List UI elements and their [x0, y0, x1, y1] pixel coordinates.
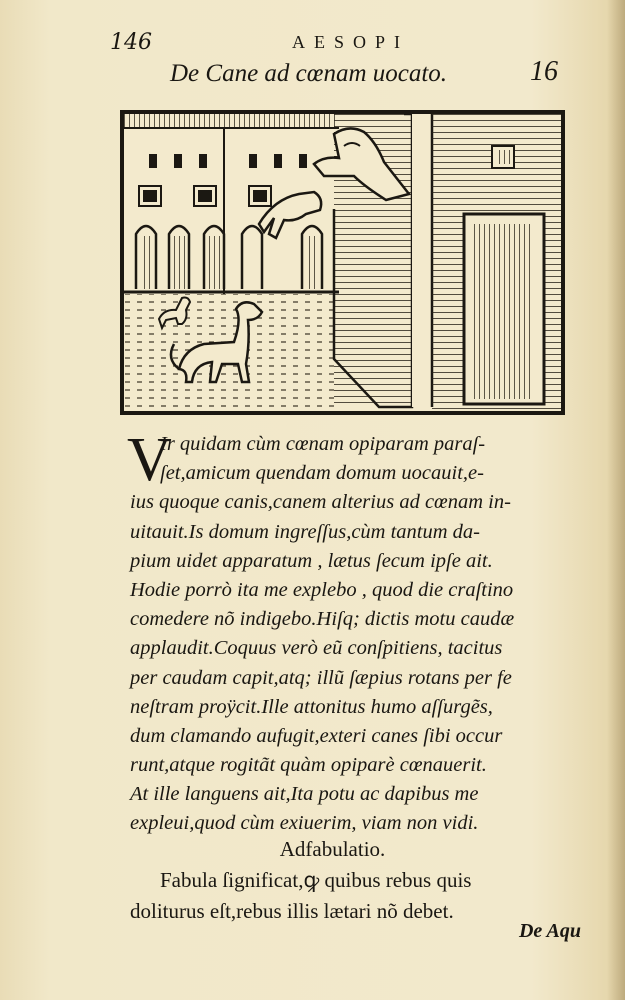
fable-title-line — [170, 56, 570, 94]
text-line: Hodie porrò ita me explebo , quod die craſtino — [130, 578, 514, 601]
catchword: De Aqu — [518, 920, 581, 942]
fable-number: 16 — [530, 56, 558, 87]
moral-heading: Adfabulatio. — [279, 837, 386, 861]
text-line: pium uidet apparatum , lætus ſecum ipſe ait. — [130, 549, 493, 572]
moral-line: Fabula ſignificat,ꝙ quibus rebus quis — [160, 868, 472, 892]
text-line: comedere nõ indigebo.Hiſq; dictis motu caudæ — [130, 608, 515, 631]
drop-cap: V — [127, 426, 172, 494]
moral-line: doliturus eſt,rebus illis lætari nõ debet. — [130, 899, 454, 923]
text-line: At ille languens ait,Ita potu ac dapibus me — [130, 783, 479, 806]
woodcut-illustration-icon — [124, 114, 561, 411]
text-line: ius quoque canis,canem alterius ad cœnam in- — [130, 491, 511, 514]
page-number: 146 — [110, 30, 152, 55]
text-line: neſtram proÿcit.Ille attonitus humo aſſurgẽs, — [130, 695, 493, 718]
fable-text — [127, 426, 585, 839]
text-line: applaudit.Coquus verò eũ conſpitiens, tacitus — [130, 637, 503, 660]
text-line: ſet,amicum quendam domum uocauit,e- — [160, 462, 484, 485]
moral-text — [130, 865, 590, 927]
woodcut-illustration — [120, 110, 565, 415]
text-line: runt,atque rogitãt quàm opiparè cœnauerit. — [130, 754, 487, 777]
text-line: expleui,quod cùm exiuerim, viam non vidi. — [130, 812, 479, 835]
running-title: AESOPI — [292, 32, 410, 52]
text-line: Ir quidam cùm cœnam opiparam paraſ- — [160, 433, 486, 455]
text-line: uitauit.Is domum ingreſſus,cùm tantum da- — [130, 520, 481, 543]
running-head — [110, 30, 570, 58]
fable-title: De Cane ad cœnam uocato. — [170, 60, 448, 87]
text-line: per caudam capit,atq; illũ ſæpius rotans per fe — [130, 666, 512, 689]
text-line: dum clamando aufugit,exteri canes ſibi occur — [130, 724, 503, 747]
